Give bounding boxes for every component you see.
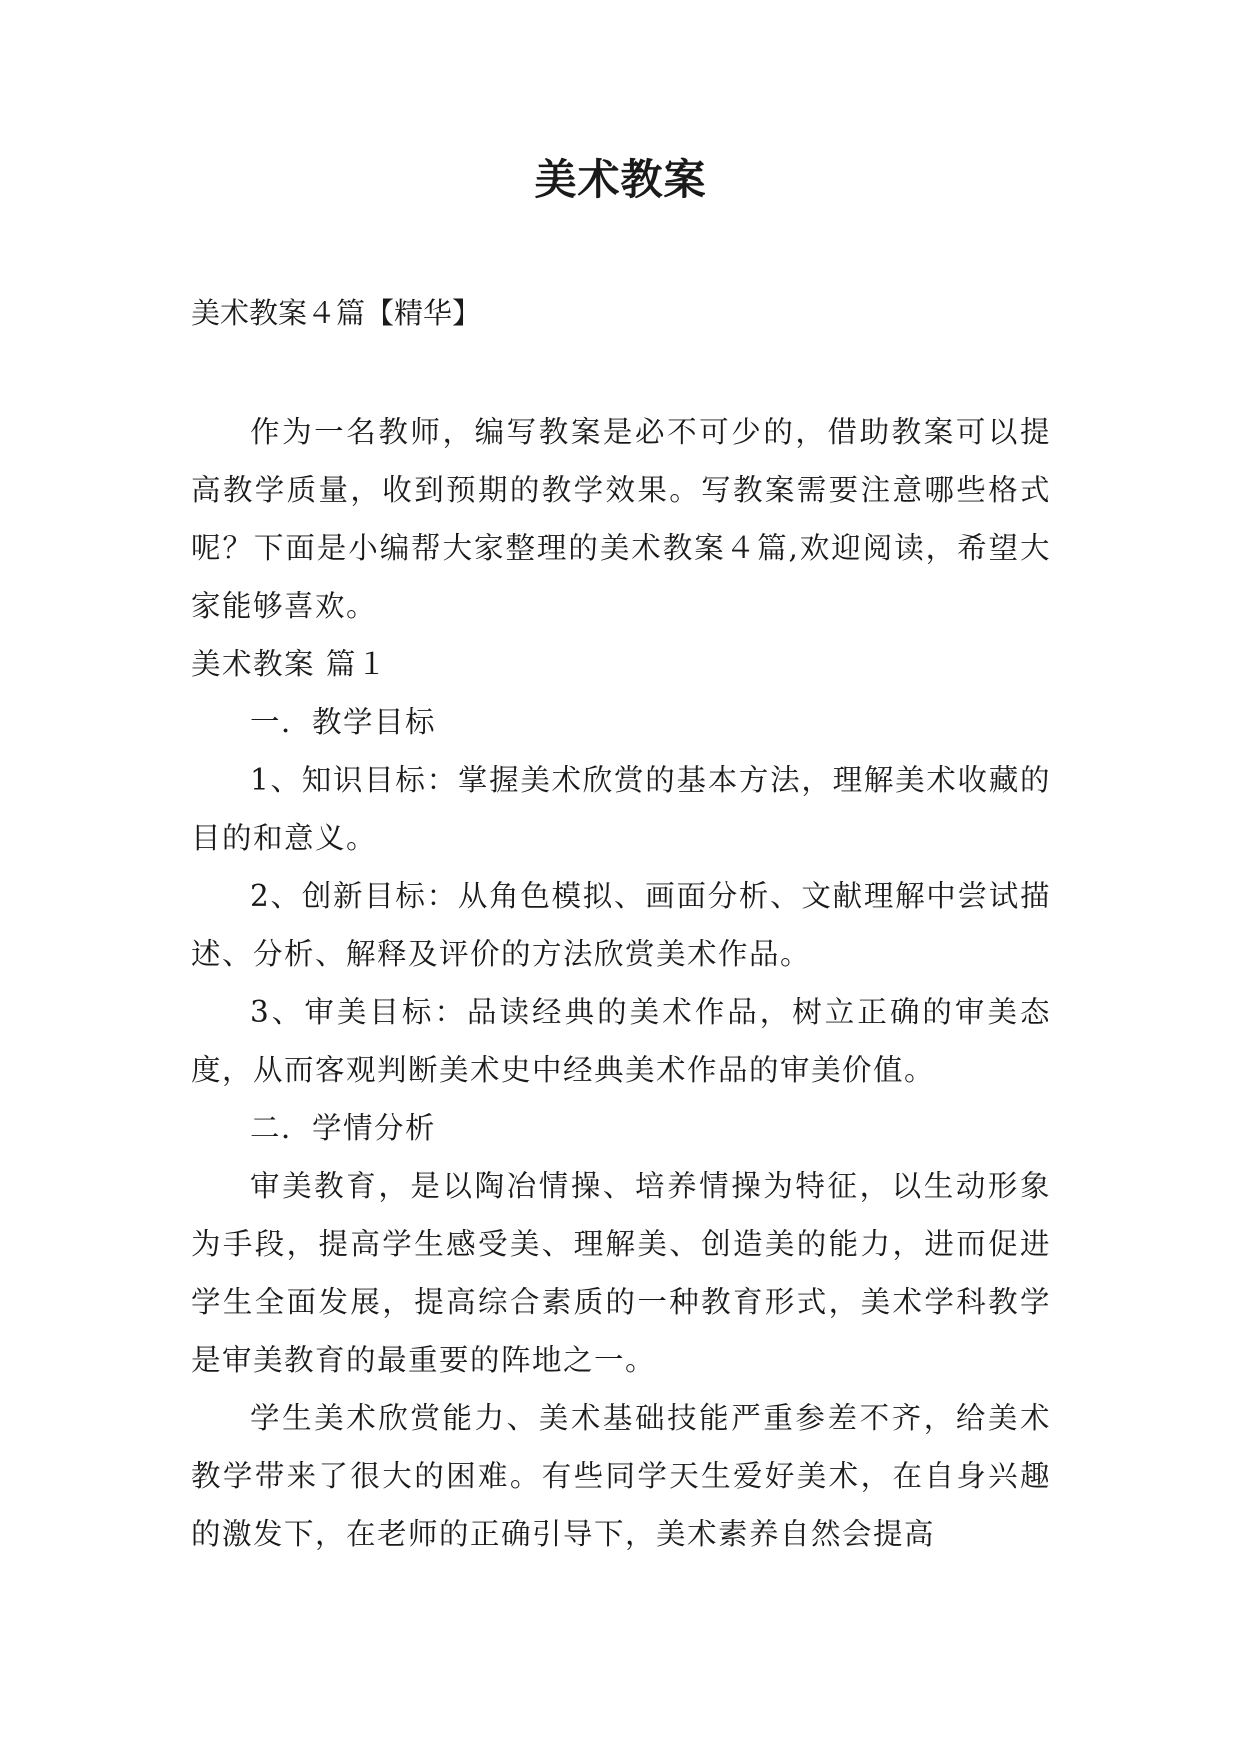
section-heading: 美术教案 篇１ <box>191 647 388 681</box>
goal-aesthetic: 3、审美目标：品读经典的美术作品，树立正确的审美态度，从而客观判断美术史中经典美术作品的审美价值。 <box>191 995 1051 1087</box>
analysis-paragraph: 学生美术欣赏能力、美术基础技能严重参差不齐，给美术教学带来了很大的困难。有些同学天生爱好美术，在自身兴趣的激发下，在老师的正确引导下，美术素养自然会提高 <box>191 1401 1051 1551</box>
document-title: 美术教案 <box>534 155 707 204</box>
document-subtitle: 美术教案４篇【精华】 <box>191 296 482 330</box>
goal-knowledge: 1、知识目标：掌握美术欣赏的基本方法，理解美术收藏的目的和意义。 <box>191 763 1051 855</box>
goal-innovation: 2、创新目标：从角色模拟、画面分析、文献理解中尝试描述、分析、解释及评价的方法欣赏美术作品。 <box>191 879 1051 971</box>
analysis-paragraph: 审美教育，是以陶冶情操、培养情操为特征，以生动形象为手段，提高学生感受美、理解美、创造美的能力，进而促进学生全面发展，提高综合素质的一种教育形式，美术学科教学是审美教育的最重要的阵地之一。 <box>191 1169 1051 1377</box>
document-body <box>191 403 1051 1563</box>
part-heading-goals: 一．教学目标 <box>250 705 437 739</box>
part-heading-analysis: 二．学情分析 <box>250 1111 437 1145</box>
intro-paragraph: 作为一名教师，编写教案是必不可少的，借助教案可以提高教学质量，收到预期的教学效果。写教案需要注意哪些格式呢？下面是小编帮大家整理的美术教案４篇,欢迎阅读，希望大家能够喜欢。 <box>191 415 1051 623</box>
